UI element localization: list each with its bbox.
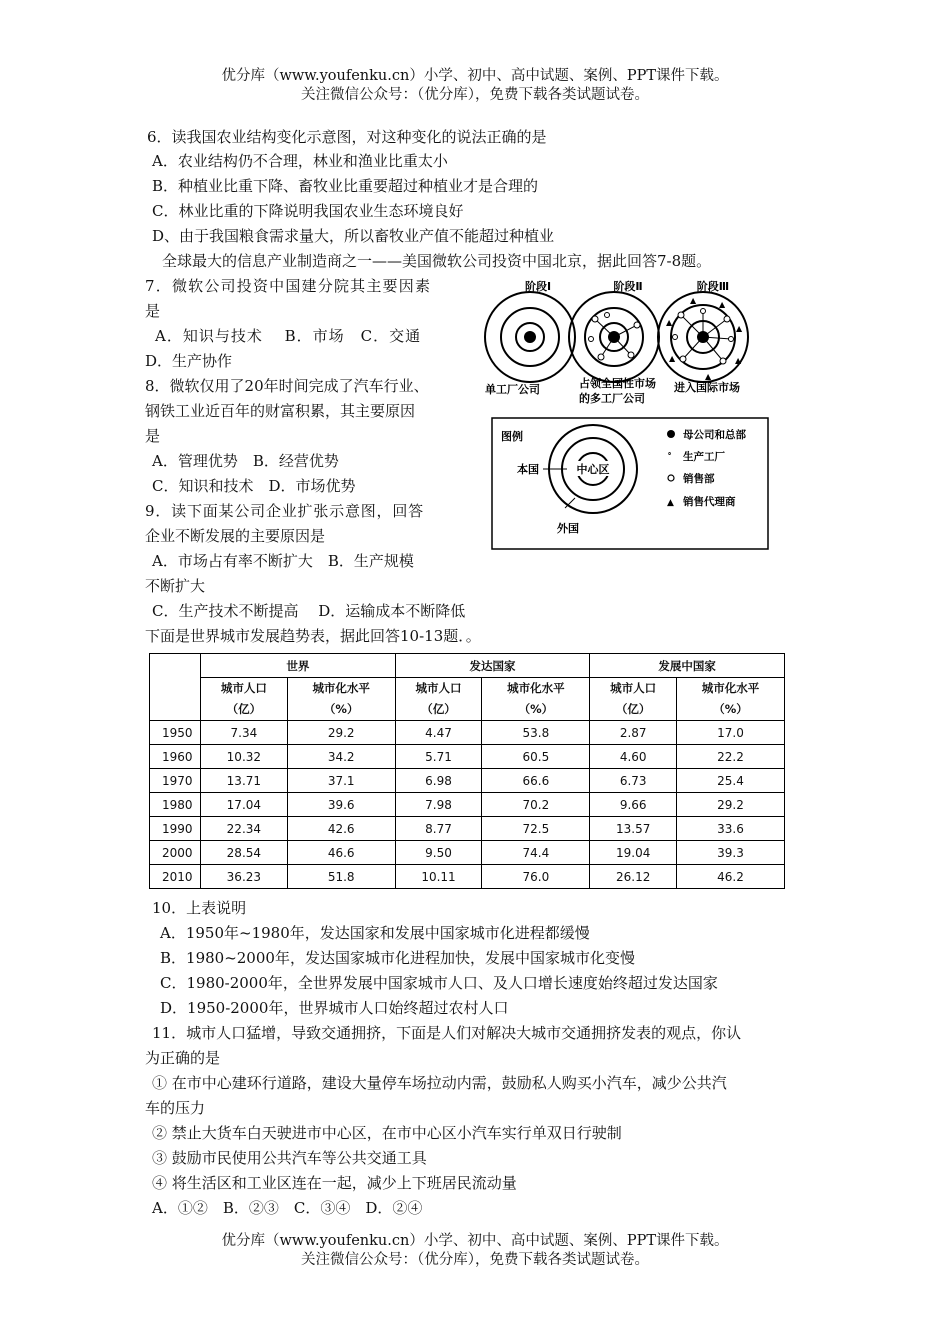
value-cell: 70.2 <box>482 793 590 817</box>
intro-q10-13: 下面是世界城市发展趋势表，据此回答10-13题．。 <box>145 627 481 645</box>
value-cell: 26.12 <box>590 865 677 889</box>
stage-1-caption: 单工厂公司 <box>485 383 540 396</box>
svg-text:▲: ▲ <box>666 318 673 327</box>
legend-factory-text: 生产工厂 <box>683 451 725 463</box>
year-cell: 2000 <box>150 841 201 865</box>
stage-1-label: 阶段Ⅰ <box>524 280 552 293</box>
table-column-header-row <box>150 678 785 721</box>
year-cell: 1990 <box>150 817 201 841</box>
q8-options-ab: A．管理优势 B．经营优势 <box>152 452 339 470</box>
legend-foreign-label: 外国 <box>557 522 579 535</box>
year-cell: 1950 <box>150 721 201 745</box>
value-cell: 66.6 <box>482 769 590 793</box>
stage-2-label: 阶段Ⅱ <box>613 280 643 293</box>
q6-stem: 6．读我国农业结构变化示意图，对这种变化的说法正确的是 <box>147 128 547 146</box>
year-cell: 1960 <box>150 745 201 769</box>
footer-line-2: 关注微信公众号：（优分库），免费下载各类试题试卷。 <box>301 1252 649 1268</box>
q9-options-ab-1: A．市场占有率不断扩大 B．生产规模 <box>152 552 414 570</box>
q9-options-ab-2: 不断扩大 <box>145 577 206 595</box>
legend-sales-text: 销售部 <box>683 473 715 485</box>
q8-options-cd: C．知识和技术 D．市场优势 <box>152 477 356 495</box>
table-row <box>150 721 785 745</box>
value-cell: 76.0 <box>482 865 590 889</box>
legend-hq-text: 母公司和总部 <box>683 429 746 441</box>
col-header-rate: 城市化水平 （%） <box>482 678 590 721</box>
value-cell: 29.2 <box>287 721 395 745</box>
year-cell: 1980 <box>150 793 201 817</box>
q10-option-a: A．1950年~1980年，发达国家和发展中国家城市化进程都缓慢 <box>160 924 590 942</box>
value-cell: 10.11 <box>395 865 482 889</box>
value-cell: 39.6 <box>287 793 395 817</box>
header-line-1: 优分库（www.youfenku.cn）小学、初中、高中试题、案例、PPT课件下载。 <box>221 68 729 84</box>
q7-option-d: D．生产协作 <box>145 352 233 370</box>
col-header-rate: 城市化水平 （%） <box>287 678 395 721</box>
q11-choices: A．①② B．②③ C．③④ D．②④ <box>152 1199 423 1217</box>
enterprise-expansion-diagram <box>483 275 773 550</box>
q8-stem-1: 8．微软仅用了20年时间完成了汽车行业、 <box>145 377 429 395</box>
value-cell: 22.2 <box>677 745 785 769</box>
q6-option-a: A．农业结构仍不合理，林业和渔业比重太小 <box>152 152 448 170</box>
value-cell: 34.2 <box>287 745 395 769</box>
legend-title: 图例 <box>501 430 523 443</box>
table-group-header-row <box>150 654 785 678</box>
q11-statement-1a: ① 在市中心建环行道路，建设大量停车场拉动内需，鼓励私人购买小汽车，减少公共汽 <box>152 1074 727 1092</box>
stage-3-label: 阶段Ⅲ <box>696 280 730 293</box>
urban-trend-table <box>149 653 785 889</box>
table-row <box>150 841 785 865</box>
value-cell: 29.2 <box>677 793 785 817</box>
table-body <box>150 721 785 889</box>
value-cell: 2.87 <box>590 721 677 745</box>
value-cell: 72.5 <box>482 817 590 841</box>
value-cell: 4.60 <box>590 745 677 769</box>
group-header-developed: 发达国家 <box>395 654 590 678</box>
year-cell: 2010 <box>150 865 201 889</box>
q6-option-b: B．种植业比重下降、畜牧业比重要超过种植业才是合理的 <box>152 177 539 195</box>
q9-stem-1: 9．读下面某公司企业扩张示意图，回答 <box>145 502 424 520</box>
value-cell: 22.34 <box>201 817 288 841</box>
svg-text:▲: ▲ <box>735 356 742 365</box>
stage-2-caption-b: 的多工厂公司 <box>579 392 645 405</box>
legend-hq-symbol <box>667 430 675 438</box>
legend-agent-symbol: ▲ <box>667 498 674 508</box>
value-cell: 60.5 <box>482 745 590 769</box>
table-row <box>150 769 785 793</box>
value-cell: 51.8 <box>287 865 395 889</box>
stage-2-caption-a: 占领全国性市场 <box>579 377 656 390</box>
q9-options-cd: C．生产技术不断提高 D．运输成本不断降低 <box>152 602 466 620</box>
q10-option-d: D．1950-2000年，世界城市人口始终超过农村人口 <box>160 999 509 1017</box>
q7-stem-1: 7．微软公司投资中国建分院其主要因素 <box>145 277 432 295</box>
q11-statement-1b: 车的压力 <box>145 1099 206 1117</box>
q10-option-b: B．1980~2000年，发达国家城市化进程加快，发展中国家城市化变慢 <box>160 949 635 967</box>
value-cell: 17.0 <box>677 721 785 745</box>
svg-text:▲: ▲ <box>736 324 743 333</box>
value-cell: 9.50 <box>395 841 482 865</box>
q11-statement-4: ④ 将生活区和工业区连在一起，减少上下班居民流动量 <box>152 1174 517 1192</box>
value-cell: 9.66 <box>590 793 677 817</box>
svg-text:▲: ▲ <box>690 296 697 305</box>
q11-statement-3: ③ 鼓励市民使用公共汽车等公共交通工具 <box>152 1149 427 1167</box>
q9-stem-2: 企业不断发展的主要原因是 <box>145 527 326 545</box>
q8-stem-3: 是 <box>145 427 161 445</box>
table-row <box>150 865 785 889</box>
intro-q7-8: 全球最大的信息产业制造商之一——美国微软公司投资中国北京，据此回答7-8题。 <box>162 252 712 270</box>
value-cell: 46.2 <box>677 865 785 889</box>
value-cell: 4.47 <box>395 721 482 745</box>
q10-stem: 10．上表说明 <box>152 899 247 917</box>
legend-center-label: 中心区 <box>576 463 610 476</box>
value-cell: 6.73 <box>590 769 677 793</box>
page-footer <box>0 1232 950 1270</box>
value-cell: 8.77 <box>395 817 482 841</box>
q11-stem-2: 为正确的是 <box>145 1049 221 1067</box>
q11-stem-1: 11．城市人口猛增，导致交通拥挤，下面是人们对解决大城市交通拥挤发表的观点，你认 <box>152 1024 742 1042</box>
value-cell: 28.54 <box>201 841 288 865</box>
value-cell: 5.71 <box>395 745 482 769</box>
table-corner-cell <box>150 654 201 721</box>
value-cell: 53.8 <box>482 721 590 745</box>
value-cell: 17.04 <box>201 793 288 817</box>
value-cell: 39.3 <box>677 841 785 865</box>
stage-3-network <box>673 309 734 365</box>
group-header-developing: 发展中国家 <box>590 654 785 678</box>
value-cell: 6.98 <box>395 769 482 793</box>
table-row <box>150 745 785 769</box>
legend-home-label: 本国 <box>517 463 539 476</box>
value-cell: 42.6 <box>287 817 395 841</box>
value-cell: 74.4 <box>482 841 590 865</box>
header-line-2: 关注微信公众号：（优分库），免费下载各类试题试卷。 <box>301 87 649 103</box>
value-cell: 33.6 <box>677 817 785 841</box>
q11-statement-2: ② 禁止大货车白天驶进市中心区，在市中心区小汽车实行单双日行驶制 <box>152 1124 622 1142</box>
q7-stem-2: 是 <box>145 302 161 320</box>
value-cell: 13.57 <box>590 817 677 841</box>
value-cell: 37.1 <box>287 769 395 793</box>
q7-options-abc: A．知识与技术 B．市场 C．交通 <box>155 327 422 345</box>
legend-factory-symbol: ﾟ <box>668 453 673 464</box>
col-header-rate: 城市化水平 （%） <box>677 678 785 721</box>
q6-option-d: D、由于我国粮食需求量大，所以畜牧业产值不能超过种植业 <box>152 227 555 245</box>
page-header <box>0 67 950 105</box>
legend-agent-text: 销售代理商 <box>683 496 736 508</box>
q8-stem-2: 钢铁工业近百年的财富积累，其主要原因 <box>145 402 416 420</box>
col-header-pop: 城市人口 （亿） <box>395 678 482 721</box>
value-cell: 7.98 <box>395 793 482 817</box>
q6-option-c: C．林业比重的下降说明我国农业生态环境良好 <box>152 202 464 220</box>
year-cell: 1970 <box>150 769 201 793</box>
value-cell: 7.34 <box>201 721 288 745</box>
svg-text:▲: ▲ <box>705 372 712 381</box>
value-cell: 10.32 <box>201 745 288 769</box>
value-cell: 36.23 <box>201 865 288 889</box>
table-row <box>150 817 785 841</box>
svg-text:▲: ▲ <box>669 354 676 363</box>
table-row <box>150 793 785 817</box>
stage-3-caption: 进入国际市场 <box>674 381 740 394</box>
group-header-world: 世界 <box>201 654 396 678</box>
value-cell: 19.04 <box>590 841 677 865</box>
col-header-pop: 城市人口 （亿） <box>201 678 288 721</box>
value-cell: 46.6 <box>287 841 395 865</box>
legend-sales-symbol <box>668 475 674 481</box>
col-header-pop: 城市人口 （亿） <box>590 678 677 721</box>
value-cell: 13.71 <box>201 769 288 793</box>
value-cell: 25.4 <box>677 769 785 793</box>
stage-1-hq <box>524 331 536 343</box>
q10-option-c: C．1980-2000年，全世界发展中国家城市人口、及人口增长速度始终超过发达国家 <box>160 974 718 992</box>
footer-line-1: 优分库（www.youfenku.cn）小学、初中、高中试题、案例、PPT课件下载。 <box>221 1233 729 1249</box>
svg-text:▲: ▲ <box>719 300 726 309</box>
